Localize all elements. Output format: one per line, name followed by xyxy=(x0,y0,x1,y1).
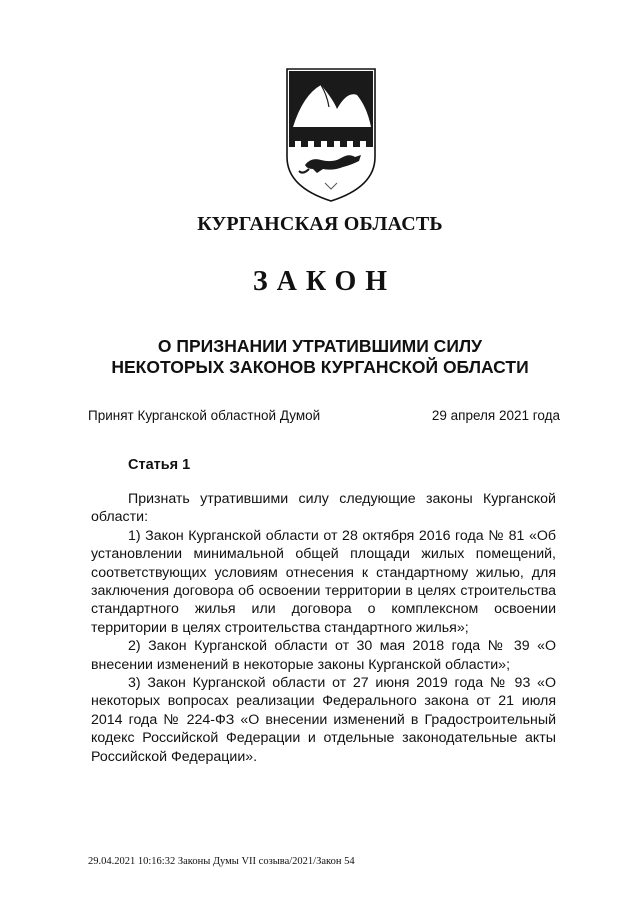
adopted-by: Принят Курганской областной Думой xyxy=(88,408,321,423)
document-title xyxy=(0,336,640,378)
title-line: О ПРИЗНАНИИ УТРАТИВШИМИ СИЛУ xyxy=(157,336,483,356)
footer-stamp: 29.04.2021 10:16:32 Законы Думы VII созыва/2021/Закон 54 xyxy=(88,856,355,867)
article-body xyxy=(91,490,556,766)
article-intro: Признать утратившими силу следующие законы Курганской области: xyxy=(91,491,556,526)
document-type: ЗАКОН xyxy=(252,266,397,297)
adoption-date: 29 апреля 2021 года xyxy=(431,408,560,423)
list-item: 3) Закон Курганской области от 27 июня 2019 года № 93 «О некоторых вопросах реализации Федерального закона от 21 июля 2014 года № 224-ФЗ «О внесении изменений в Градостроительный кодекс Российской Федерации и отдельные законодательные акты Российской Федерации». xyxy=(91,675,556,765)
list-item: 1) Закон Курганской области от 28 октября 2016 года № 81 «Об установлении минимальной общей площади жилых помещений, соответствующих условиям отнесения к стандартному жилью, для заключения договора об освоении территории в целях строительства стандартного жилья или договора о комплексном освоении территории в целях строительства стандартного жилья»; xyxy=(91,527,556,636)
coat-of-arms-icon xyxy=(281,65,381,205)
adoption-row xyxy=(88,408,560,423)
article-heading: Статья 1 xyxy=(128,457,191,473)
list-item: 2) Закон Курганской области от 30 мая 2018 года № 39 «О внесении изменений в некоторые законы Курганской области»; xyxy=(91,638,556,673)
region-name: КУРГАНСКАЯ ОБЛАСТЬ xyxy=(197,213,443,235)
title-line: НЕКОТОРЫХ ЗАКОНОВ КУРГАНСКОЙ ОБЛАСТИ xyxy=(111,357,529,377)
